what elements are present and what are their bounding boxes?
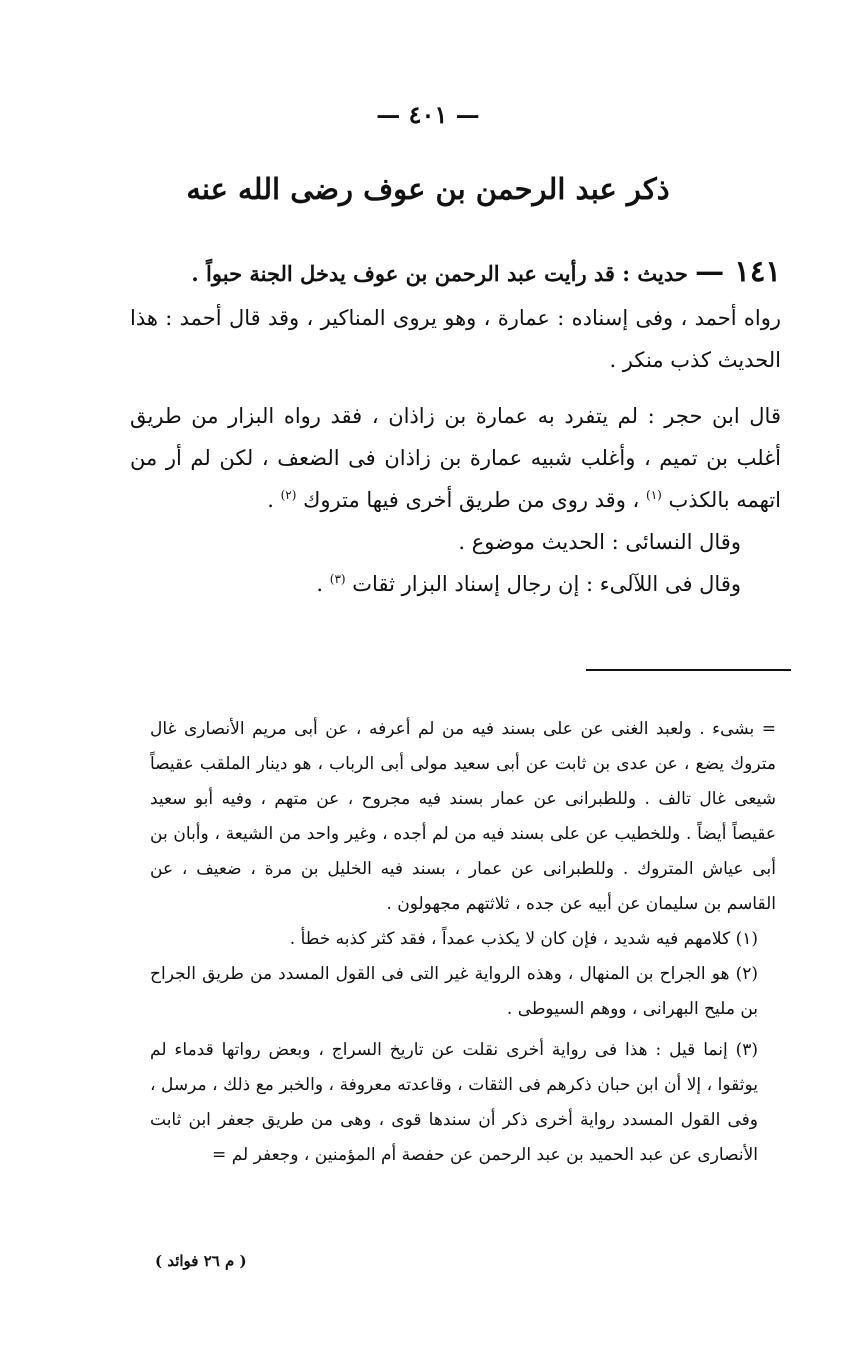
footnote-divider bbox=[586, 669, 791, 671]
footnote-1: (١) كلامهم فيه شديد ، فإن كان لا يكذب عمداً ، فقد كثر كذبه خطأ . bbox=[289, 929, 758, 949]
footnote-mark-3: (٣) bbox=[329, 572, 346, 586]
hadith-number: ١٤١ — bbox=[695, 254, 781, 288]
footnote-2: (٢) هو الجراح بن المنهال ، وهذه الرواية غير التى فى القول المسدد من طريق الجراح بن مليح البهرانى ، ووهم السيوطى . bbox=[150, 964, 758, 1019]
printer-signature: ( م ٢٦ فوائد ) bbox=[155, 1252, 247, 1270]
body-paragraph-1: رواه أحمد ، وفى إسناده : عمارة ، وهو يروى المناكير ، وقد قال أحمد : هذا الحديث كذب منكر . bbox=[130, 306, 781, 372]
body-paragraph-2-text-c: . bbox=[267, 488, 274, 512]
footnotes bbox=[150, 712, 776, 1173]
main-text bbox=[130, 250, 781, 605]
chapter-title: ذكر عبد الرحمن بن عوف رضى الله عنه bbox=[186, 172, 670, 206]
body-paragraph-4-text-b: . bbox=[316, 572, 324, 596]
hadith-text: قد رأيت عبد الرحمن بن عوف يدخل الجنة حبواً . bbox=[191, 261, 615, 286]
footnote-3: (٣) إنما قيل : هذا فى رواية أخرى نقلت عن تاريخ السراج ، وبعض رواتها قدماء لم يوثقوا ، إلا أن ابن حبان ذكرهم فى الثقات ، وقاعدته معروفة ، والخبر مع ذلك ، مرسل ، وفى القول المسدد رواية أخرى ذكر أن سندها قوى ، وهى من طريق جعفر ابن ثابت الأنصارى عن عبد الحميد بن عبد الرحمن عن حفصة أم المؤمنين ، وجعفر لم = bbox=[150, 1040, 758, 1165]
body-paragraph-4 bbox=[130, 563, 781, 605]
footnote-continuation: = بشىء . ولعبد الغنى عن على بسند فيه من لم أعرفه ، عن أبى مريم الأنصارى غال متروك يضع ، عن عدى بن ثابت عن أبى سعيد مولى أبى الرباب ، هو دينار الملقب عقيصاً شيعى غال تالف . وللطبرانى عن عمار بسند فيه مجروح ، عن متهم ، وفيه أبو سعيد عقيصاً أيضاً . وللخطيب عن على بسند فيه من لم أجده ، وغير واحد من الشيعة ، وأبان بن أبى عياش المتروك . وللطبرانى عن عمار ، بسند فيه الخليل بن مرة ، ضعيف ، عن القاسم بن سليمان عن أبيه عن جده ، ثلاثتهم مجهولون . bbox=[150, 719, 776, 914]
body-paragraph-2-text-b: ، وقد روى من طريق أخرى فيها متروك bbox=[303, 488, 640, 512]
footnote-mark-2: (٢) bbox=[280, 488, 297, 502]
body-paragraph-2-text-a: قال ابن حجر : لم يتفرد به عمارة بن زاذان ، فقد رواه البزار من طريق أغلب بن تميم ، وأغلب شبيه عمارة بن زاذان فى الضعف ، لكن لم أر من اتهمه بالكذب bbox=[130, 404, 781, 512]
hadith-label: حديث : bbox=[622, 261, 688, 286]
footnote-mark-1: (١) bbox=[646, 488, 662, 502]
body-paragraph-3: وقال النسائى : الحديث موضوع . bbox=[458, 530, 741, 554]
body-paragraph-4-text-a: وقال فى اللآلىء : إن رجال إسناد البزار ثقات bbox=[352, 572, 741, 596]
body-paragraph-2 bbox=[130, 395, 781, 521]
page-number: — ٤٠١ — bbox=[376, 100, 480, 129]
hadith-paragraph bbox=[130, 250, 781, 295]
